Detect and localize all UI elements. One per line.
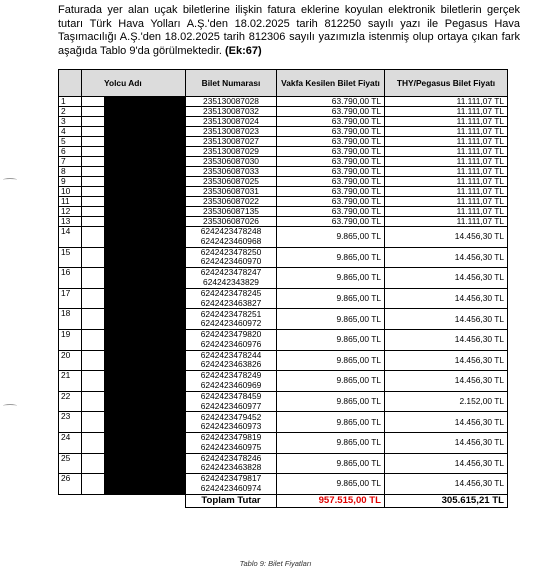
- redaction-block: [104, 157, 185, 166]
- ticket-number: 6242423460976: [200, 338, 262, 349]
- vakfa-price: 63.790,00 TL: [277, 207, 385, 217]
- ticket-number-cell: [186, 371, 277, 392]
- ticket-number: 235306087135: [203, 206, 259, 216]
- redaction-block: [104, 97, 185, 106]
- redaction-block: [104, 371, 185, 391]
- table-header-row: [59, 70, 508, 97]
- ticket-number: 6242423460972: [200, 318, 262, 329]
- ticket-number-cell: [186, 137, 277, 147]
- vakfa-price: 9.865,00 TL: [277, 412, 385, 433]
- table-row: [59, 371, 508, 392]
- header-ticket-number: Bilet Numarası: [186, 70, 277, 97]
- passenger-name-cell: [82, 117, 186, 127]
- ticket-number-cell: [186, 107, 277, 117]
- passenger-name-cell: [82, 217, 186, 227]
- ticket-number: 6242423460969: [200, 379, 262, 390]
- redaction-block: [104, 197, 185, 206]
- passenger-name-cell: [82, 453, 186, 474]
- thy-price: 14.456,30 TL: [385, 227, 508, 248]
- ticket-number-cell: [186, 197, 277, 207]
- ticket-number: 6242423478251: [200, 308, 262, 319]
- row-number: 3: [59, 117, 82, 127]
- thy-price: 14.456,30 TL: [385, 288, 508, 309]
- vakfa-price: 63.790,00 TL: [277, 177, 385, 187]
- ticket-number: 235306087022: [203, 196, 259, 206]
- ticket-number: 6242423478247: [200, 267, 262, 278]
- redaction-block: [104, 117, 185, 126]
- vakfa-price: 63.790,00 TL: [277, 137, 385, 147]
- vakfa-price: 9.865,00 TL: [277, 391, 385, 412]
- thy-price: 14.456,30 TL: [385, 268, 508, 289]
- thy-price: 14.456,30 TL: [385, 247, 508, 268]
- row-number: 23: [59, 412, 82, 433]
- total-blank-cell: [82, 494, 186, 507]
- ticket-number-cell: [186, 97, 277, 107]
- thy-price: 14.456,30 TL: [385, 432, 508, 453]
- ticket-number-cell: [186, 391, 277, 412]
- redaction-block: [104, 474, 185, 494]
- passenger-name-cell: [82, 147, 186, 157]
- redaction-block: [104, 127, 185, 136]
- redaction-block: [104, 167, 185, 176]
- ticket-price-table: [58, 69, 508, 508]
- ticket-number-cell: [186, 474, 277, 495]
- vakfa-price: 9.865,00 TL: [277, 350, 385, 371]
- thy-price: 2.152,00 TL: [385, 391, 508, 412]
- ticket-number: 6242423478249: [200, 370, 262, 381]
- row-number: 6: [59, 147, 82, 157]
- row-number: 22: [59, 391, 82, 412]
- row-number: 15: [59, 247, 82, 268]
- thy-price: 11.111,07 TL: [385, 97, 508, 107]
- passenger-name-cell: [82, 412, 186, 433]
- redaction-block: [104, 207, 185, 216]
- passenger-name-cell: [82, 329, 186, 350]
- table-row: [59, 207, 508, 217]
- vakfa-price: 9.865,00 TL: [277, 227, 385, 248]
- passenger-name-cell: [82, 247, 186, 268]
- passenger-name-cell: [82, 137, 186, 147]
- row-number: 17: [59, 288, 82, 309]
- ticket-number: 624242343829: [203, 276, 259, 287]
- passenger-name-cell: [82, 187, 186, 197]
- vakfa-price: 63.790,00 TL: [277, 167, 385, 177]
- total-vakfa: 957.515,00 TL: [277, 494, 385, 507]
- thy-price: 11.111,07 TL: [385, 117, 508, 127]
- intro-paragraph: [58, 4, 520, 58]
- ticket-number-cell: [186, 217, 277, 227]
- passenger-name-cell: [82, 350, 186, 371]
- ticket-number-cell: [186, 157, 277, 167]
- margin-mark: [3, 404, 17, 408]
- ticket-number-cell: [186, 268, 277, 289]
- ticket-number: 235306087026: [203, 216, 259, 226]
- header-blank: [59, 70, 82, 97]
- row-number: 18: [59, 309, 82, 330]
- ticket-number-cell: [186, 350, 277, 371]
- ticket-number: 235306087033: [203, 166, 259, 176]
- table-row: [59, 187, 508, 197]
- thy-price: 14.456,30 TL: [385, 474, 508, 495]
- ticket-number: 6242423478245: [200, 287, 262, 298]
- thy-price: 14.456,30 TL: [385, 412, 508, 433]
- ticket-number-cell: [186, 309, 277, 330]
- thy-price: 11.111,07 TL: [385, 187, 508, 197]
- row-number: 11: [59, 197, 82, 207]
- table-row: [59, 432, 508, 453]
- row-number: 9: [59, 177, 82, 187]
- ticket-number-cell: [186, 187, 277, 197]
- row-number: 10: [59, 187, 82, 197]
- vakfa-price: 63.790,00 TL: [277, 107, 385, 117]
- total-label: Toplam Tutar: [186, 494, 277, 507]
- ticket-number: 6242423460975: [200, 441, 262, 452]
- ticket-number: 235130087027: [203, 136, 259, 146]
- passenger-name-cell: [82, 309, 186, 330]
- table-row: [59, 329, 508, 350]
- row-number: 2: [59, 107, 82, 117]
- vakfa-price: 63.790,00 TL: [277, 197, 385, 207]
- ticket-number-cell: [186, 127, 277, 137]
- header-thy-price: THY/Pegasus Bilet Fiyatı: [385, 70, 508, 97]
- row-number: 19: [59, 329, 82, 350]
- redaction-block: [104, 330, 185, 350]
- ticket-number-cell: [186, 288, 277, 309]
- row-number: 20: [59, 350, 82, 371]
- ticket-number: 6242423479819: [200, 432, 262, 443]
- ticket-number: 6242423460973: [200, 421, 262, 432]
- vakfa-price: 63.790,00 TL: [277, 217, 385, 227]
- thy-price: 11.111,07 TL: [385, 157, 508, 167]
- ticket-number: 6242423478250: [200, 246, 262, 257]
- ticket-number: 235130087028: [203, 96, 259, 106]
- vakfa-price: 63.790,00 TL: [277, 97, 385, 107]
- annex-reference: (Ek:67): [225, 44, 262, 57]
- row-number: 26: [59, 474, 82, 495]
- table-caption: Tablo 9: Bilet Fiyatları: [239, 559, 312, 568]
- ticket-number: 6242423478244: [200, 349, 262, 360]
- row-number: 14: [59, 227, 82, 248]
- passenger-name-cell: [82, 127, 186, 137]
- table-row: [59, 137, 508, 147]
- vakfa-price: 9.865,00 TL: [277, 432, 385, 453]
- vakfa-price: 9.865,00 TL: [277, 247, 385, 268]
- passenger-name-cell: [82, 474, 186, 495]
- thy-price: 11.111,07 TL: [385, 147, 508, 157]
- ticket-number: 235306087025: [203, 176, 259, 186]
- thy-price: 14.456,30 TL: [385, 329, 508, 350]
- ticket-number: 6242423460977: [200, 400, 262, 411]
- redaction-block: [104, 107, 185, 116]
- ticket-number-cell: [186, 432, 277, 453]
- vakfa-price: 9.865,00 TL: [277, 453, 385, 474]
- ticket-number-cell: [186, 207, 277, 217]
- table-row: [59, 247, 508, 268]
- vakfa-price: 63.790,00 TL: [277, 127, 385, 137]
- redaction-block: [104, 137, 185, 146]
- row-number: 7: [59, 157, 82, 167]
- row-number: 24: [59, 432, 82, 453]
- table-row: [59, 391, 508, 412]
- redaction-block: [104, 147, 185, 156]
- ticket-number-cell: [186, 247, 277, 268]
- table-row: [59, 412, 508, 433]
- row-number: 12: [59, 207, 82, 217]
- ticket-number: 235130087032: [203, 106, 259, 116]
- passenger-name-cell: [82, 97, 186, 107]
- table-row: [59, 309, 508, 330]
- passenger-name-cell: [82, 157, 186, 167]
- ticket-number: 235130087024: [203, 116, 259, 126]
- ticket-number: 6242423478246: [200, 452, 262, 463]
- row-number: 16: [59, 268, 82, 289]
- table-row: [59, 177, 508, 187]
- vakfa-price: 9.865,00 TL: [277, 474, 385, 495]
- thy-price: 14.456,30 TL: [385, 309, 508, 330]
- total-blank-cell: [59, 494, 82, 507]
- passenger-name-cell: [82, 227, 186, 248]
- table-row: [59, 127, 508, 137]
- ticket-number-cell: [186, 453, 277, 474]
- vakfa-price: 63.790,00 TL: [277, 147, 385, 157]
- passenger-name-cell: [82, 432, 186, 453]
- passenger-name-cell: [82, 197, 186, 207]
- table-row: [59, 197, 508, 207]
- ticket-number-cell: [186, 177, 277, 187]
- ticket-number: 6242423478459: [200, 390, 262, 401]
- margin-mark: [3, 178, 17, 182]
- redaction-block: [104, 268, 185, 288]
- ticket-number: 235306087030: [203, 156, 259, 166]
- ticket-number: 235306087031: [203, 186, 259, 196]
- thy-price: 11.111,07 TL: [385, 137, 508, 147]
- total-thy: 305.615,21 TL: [385, 494, 508, 507]
- row-number: 25: [59, 453, 82, 474]
- passenger-name-cell: [82, 391, 186, 412]
- thy-price: 11.111,07 TL: [385, 217, 508, 227]
- table-row: [59, 167, 508, 177]
- thy-price: 11.111,07 TL: [385, 167, 508, 177]
- ticket-number: 235130087023: [203, 126, 259, 136]
- ticket-number-cell: [186, 227, 277, 248]
- vakfa-price: 9.865,00 TL: [277, 329, 385, 350]
- row-number: 4: [59, 127, 82, 137]
- thy-price: 11.111,07 TL: [385, 127, 508, 137]
- thy-price: 11.111,07 TL: [385, 107, 508, 117]
- vakfa-price: 63.790,00 TL: [277, 187, 385, 197]
- ticket-number: 6242423463828: [200, 462, 262, 473]
- row-number: 13: [59, 217, 82, 227]
- ticket-number: 6242423463826: [200, 359, 262, 370]
- table-row: [59, 157, 508, 167]
- thy-price: 14.456,30 TL: [385, 371, 508, 392]
- row-number: 8: [59, 167, 82, 177]
- table-row: [59, 474, 508, 495]
- thy-price: 11.111,07 TL: [385, 197, 508, 207]
- ticket-number-cell: [186, 167, 277, 177]
- passenger-name-cell: [82, 177, 186, 187]
- redaction-block: [104, 217, 185, 226]
- ticket-number: 6242423463827: [200, 297, 262, 308]
- intro-text: Faturada yer alan uçak biletlerine ilişkin fatura eklerine koyulan elektronik biletlerin gerçek tutarı Türk Hava Yolları A.Ş.'den 18.02.2025 tarih 812250 sayılı yazı ile Pegasus Hava Taşımacılığı A.Ş.'den 18.02.2025 tarih 812306 sayılı yazımızla istenmiş olup ortaya çıkan fark aşağıda Tablo 9'da görülmektedir.: [58, 4, 520, 57]
- ticket-number-cell: [186, 329, 277, 350]
- redaction-block: [104, 454, 185, 474]
- thy-price: 11.111,07 TL: [385, 177, 508, 187]
- ticket-number: 6242423478248: [200, 226, 262, 237]
- table-row: [59, 268, 508, 289]
- passenger-name-cell: [82, 288, 186, 309]
- redaction-block: [104, 309, 185, 329]
- redaction-block: [104, 187, 185, 196]
- table-row: [59, 107, 508, 117]
- thy-price: 11.111,07 TL: [385, 207, 508, 217]
- row-number: 5: [59, 137, 82, 147]
- table-row: [59, 453, 508, 474]
- thy-price: 14.456,30 TL: [385, 350, 508, 371]
- table-row: [59, 350, 508, 371]
- row-number: 21: [59, 371, 82, 392]
- table-row: [59, 117, 508, 127]
- table-row: [59, 288, 508, 309]
- ticket-number-cell: [186, 117, 277, 127]
- vakfa-price: 9.865,00 TL: [277, 288, 385, 309]
- ticket-number-cell: [186, 412, 277, 433]
- redaction-block: [104, 227, 185, 247]
- total-row: [59, 494, 508, 507]
- redaction-block: [104, 351, 185, 371]
- vakfa-price: 9.865,00 TL: [277, 268, 385, 289]
- redaction-block: [104, 289, 185, 309]
- passenger-name-cell: [82, 268, 186, 289]
- redaction-block: [104, 248, 185, 268]
- header-vakfa-price: Vakfa Kesilen Bilet Fiyatı: [277, 70, 385, 97]
- table-row: [59, 147, 508, 157]
- thy-price: 14.456,30 TL: [385, 453, 508, 474]
- passenger-name-cell: [82, 371, 186, 392]
- row-number: 1: [59, 97, 82, 107]
- passenger-name-cell: [82, 207, 186, 217]
- table-row: [59, 227, 508, 248]
- ticket-number: 6242423460974: [200, 482, 262, 493]
- passenger-name-cell: [82, 107, 186, 117]
- header-passenger-name: Yolcu Adı: [82, 70, 186, 97]
- ticket-number: 6242423460970: [200, 256, 262, 267]
- ticket-number: 235130087029: [203, 146, 259, 156]
- ticket-number-cell: [186, 147, 277, 157]
- table-row: [59, 97, 508, 107]
- ticket-number: 6242423479452: [200, 411, 262, 422]
- redaction-block: [104, 177, 185, 186]
- table-row: [59, 217, 508, 227]
- ticket-number: 6242423479820: [200, 329, 262, 340]
- vakfa-price: 63.790,00 TL: [277, 157, 385, 167]
- redaction-block: [104, 433, 185, 453]
- ticket-number: 6242423460968: [200, 235, 262, 246]
- vakfa-price: 9.865,00 TL: [277, 371, 385, 392]
- ticket-number: 6242423479817: [200, 473, 262, 484]
- redaction-block: [104, 412, 185, 432]
- redaction-block: [104, 392, 185, 412]
- passenger-name-cell: [82, 167, 186, 177]
- vakfa-price: 9.865,00 TL: [277, 309, 385, 330]
- vakfa-price: 63.790,00 TL: [277, 117, 385, 127]
